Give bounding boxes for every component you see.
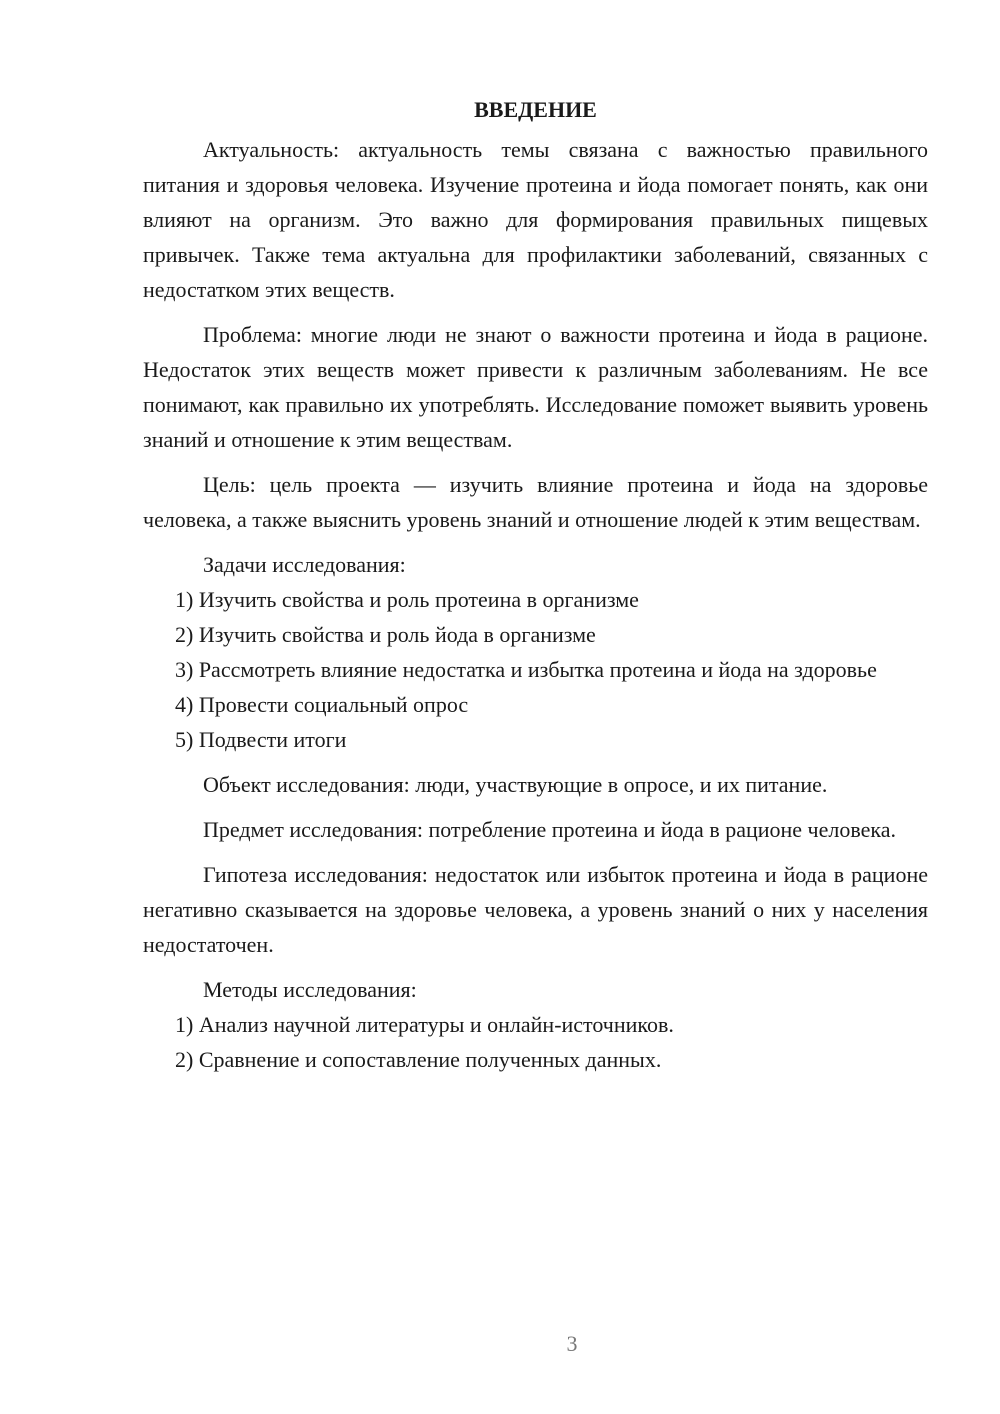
tasks-heading: Задачи исследования: bbox=[203, 552, 406, 577]
section-title: ВВЕДЕНИЕ bbox=[474, 97, 597, 122]
task-item: 3) Рассмотреть влияние недостатка и избытка протеина и йода на здоровье bbox=[175, 657, 877, 682]
task-item: 1) Изучить свойства и роль протеина в организме bbox=[175, 587, 639, 612]
relevance-paragraph: Актуальность: актуальность темы связана с важностью правильного питания и здоровья человека. Изучение протеина и йода помогает понять, как они влияют на организм. Это важно для формирования правильных пищевых привычек. Также тема актуальна для профилактики заболеваний, связанных с недостатком этих веществ. bbox=[143, 137, 928, 302]
goal-paragraph: Цель: цель проекта — изучить влияние протеина и йода на здоровье человека, а также выяснить уровень знаний и отношение людей к этим веществам. bbox=[143, 472, 928, 532]
methods-heading: Методы исследования: bbox=[203, 977, 417, 1002]
task-item: 2) Изучить свойства и роль йода в организме bbox=[175, 622, 596, 647]
page-number: 3 bbox=[566, 1331, 578, 1356]
task-item: 5) Подвести итоги bbox=[175, 727, 347, 752]
hypothesis-paragraph: Гипотеза исследования: недостаток или избыток протеина и йода в рационе негативно сказывается на здоровье человека, а уровень знаний о них у населения недостаточен. bbox=[143, 862, 928, 957]
method-item: 2) Сравнение и сопоставление полученных данных. bbox=[175, 1047, 662, 1072]
task-item: 4) Провести социальный опрос bbox=[175, 692, 469, 717]
method-item: 1) Анализ научной литературы и онлайн-источников. bbox=[175, 1012, 674, 1037]
subject-paragraph: Предмет исследования: потребление протеина и йода в рационе человека. bbox=[203, 817, 897, 842]
object-paragraph: Объект исследования: люди, участвующие в опросе, и их питание. bbox=[203, 772, 828, 797]
document-page bbox=[143, 88, 928, 1077]
problem-paragraph: Проблема: многие люди не знают о важности протеина и йода в рационе. Недостаток этих веществ может привести к различным заболеваниям. Не все понимают, как правильно их употреблять. Исследование поможет выявить уровень знаний и отношение к этим веществам. bbox=[143, 322, 928, 452]
